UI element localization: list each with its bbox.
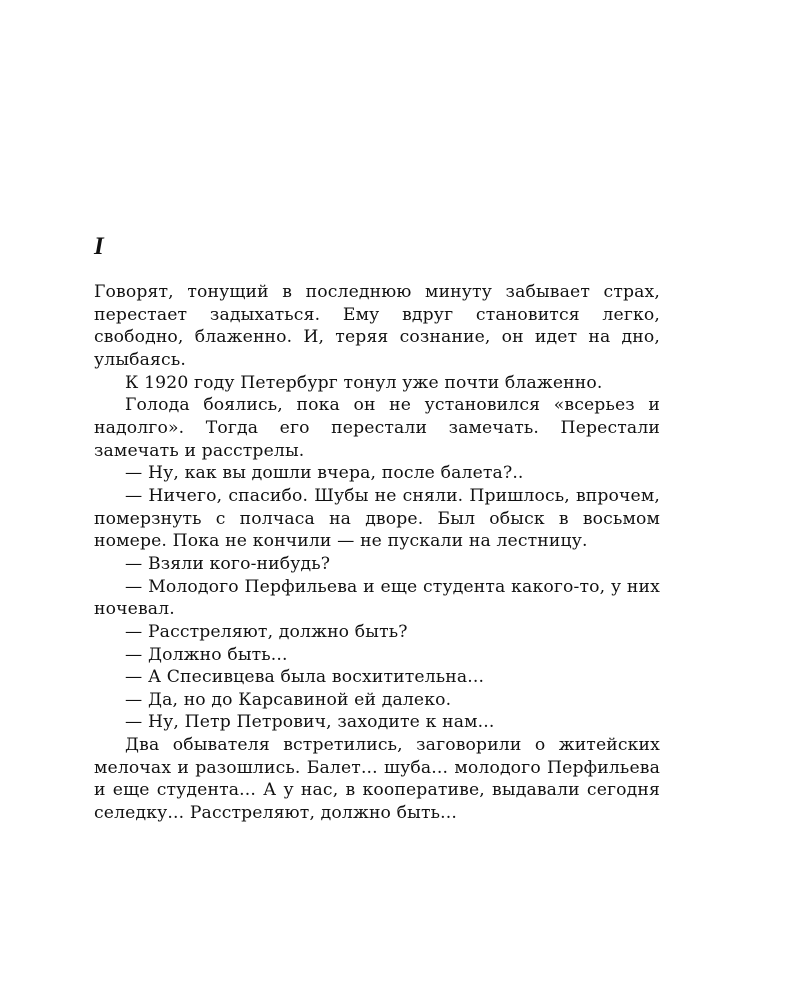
- paragraph: Голода боялись, пока он не установился «всерьез и надолго». Тогда его перестали замечать. Перестали замечать и расстрелы.: [94, 395, 660, 461]
- chapter-number: I: [94, 233, 104, 260]
- dialogue-line: — Ничего, спасибо. Шубы не сняли. Пришлось, впрочем, померзнуть с полчаса на дворе. Был обыск в восьмом номере. Пока не кончили — не пускали на лестницу.: [94, 485, 660, 552]
- dialogue-line: — Ну, Петр Петрович, заходите к нам...: [125, 712, 495, 733]
- paragraph: Два обывателя встретились, заговорили о житейских мелочах и разошлись. Балет... шуба... молодого Перфильева и еще студента... А у нас, в кооперативе, выдавали сегодня селедку... Расстреляют, должно быть...: [94, 735, 660, 824]
- paragraph: Говорят, тонущий в последнюю минуту забывает страх, перестает задыхаться. Ему вдруг становится легко, свободно, блаженно. И, теряя сознание, он идет на дно, улыбаясь.: [94, 282, 660, 370]
- dialogue-line: — Да, но до Карсавиной ей далеко.: [125, 689, 452, 710]
- dialogue-line: — Должно быть...: [125, 644, 288, 665]
- paragraph: К 1920 году Петербург тонул уже почти блаженно.: [125, 372, 603, 393]
- dialogue-line: — Взяли кого-нибудь?: [125, 553, 331, 574]
- body-text: [94, 281, 660, 825]
- dialogue-line: — Ну, как вы дошли вчера, после балета?..: [125, 463, 524, 484]
- dialogue-line: — А Спесивцева была восхитительна...: [125, 667, 485, 688]
- dialogue-line: — Расстреляют, должно быть?: [125, 621, 408, 642]
- dialogue-line: — Молодого Перфильева и еще студента какого-то, у них ночевал.: [94, 576, 660, 620]
